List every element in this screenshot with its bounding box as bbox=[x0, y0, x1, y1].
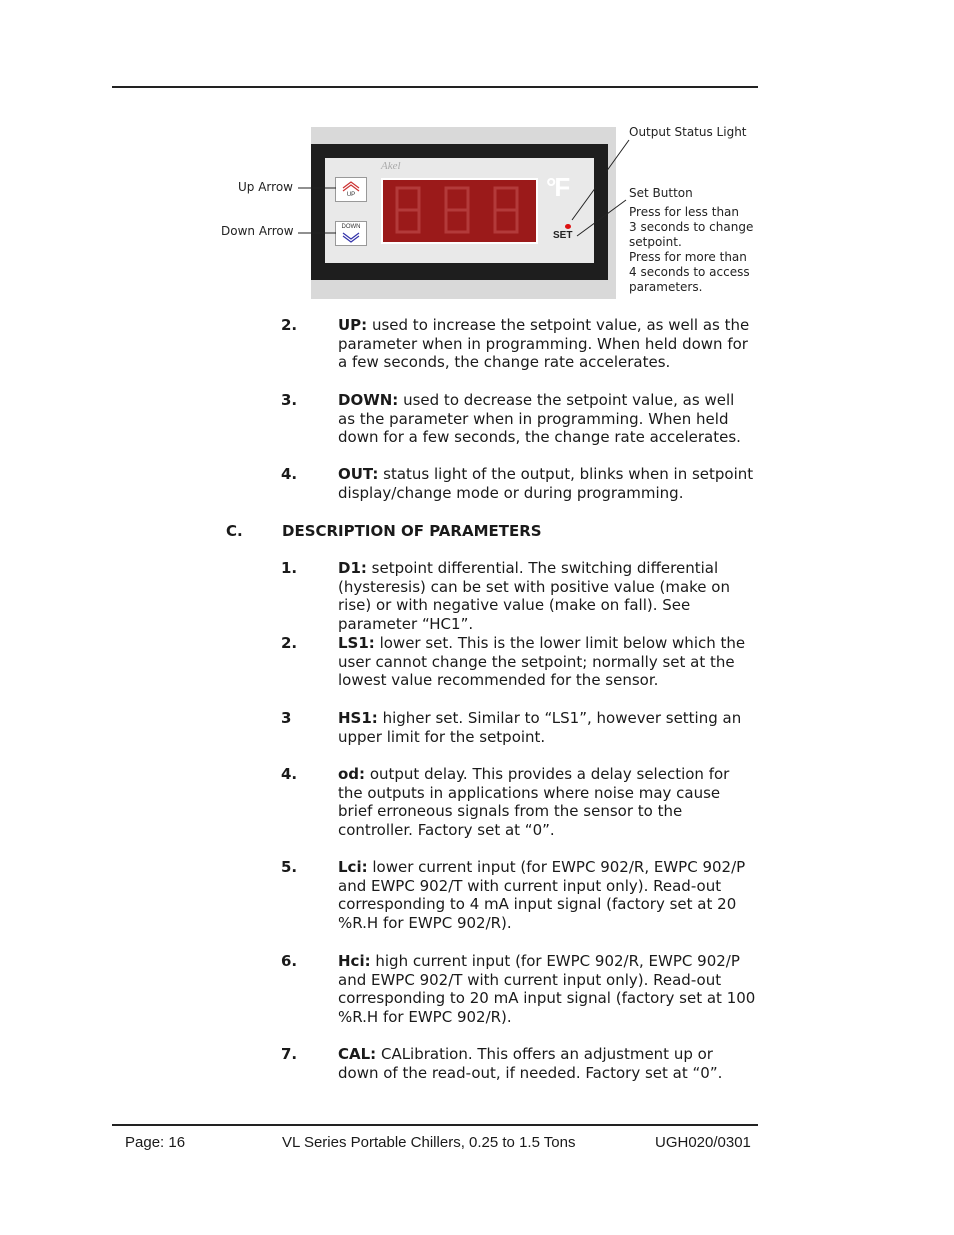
up-arrow-icon bbox=[336, 179, 366, 193]
footer-doc-id: UGH020/0301 bbox=[655, 1134, 751, 1151]
brand-logo: Akel bbox=[381, 160, 401, 172]
callout-set-button-desc bbox=[629, 205, 753, 295]
up-button bbox=[335, 177, 367, 202]
unit-indicator: °F bbox=[546, 172, 569, 202]
item-body: CALibration. This offers an adjustment up or down of the read-out, if needed. Factory set at “0”. bbox=[338, 1045, 723, 1082]
item-body: higher set. Similar to “LS1”, however setting an upper limit for the setpoint. bbox=[338, 709, 742, 746]
item-term: Hci: bbox=[338, 952, 371, 970]
desc-line: parameters. bbox=[629, 280, 703, 294]
item-text bbox=[338, 559, 756, 634]
output-status-led bbox=[565, 224, 571, 229]
item-text bbox=[338, 765, 756, 840]
item-term: LS1: bbox=[338, 634, 375, 652]
item-body: high current input (for EWPC 902/R, EWPC 902/P and EWPC 902/T with current input only). Read-out corresponding to 20 mA input signal (factory set at 100 %R.H for EWPC 902/R). bbox=[338, 952, 756, 1027]
callout-down-arrow: Down Arrow bbox=[221, 224, 294, 238]
item-number: 2. bbox=[281, 316, 298, 334]
led-display bbox=[381, 178, 538, 244]
controller-bezel bbox=[311, 144, 608, 280]
footer-title: VL Series Portable Chillers, 0.25 to 1.5 Tons bbox=[282, 1134, 576, 1151]
controller-face bbox=[325, 158, 594, 263]
desc-line: Press for more than bbox=[629, 250, 747, 264]
item-text bbox=[338, 952, 756, 1027]
item-number: 4. bbox=[281, 765, 298, 783]
item-body: lower set. This is the lower limit below which the user cannot change the setpoint; normally set at the lowest value recommended for the sensor. bbox=[338, 634, 746, 690]
item-text bbox=[338, 1045, 756, 1082]
item-number: 5. bbox=[281, 858, 298, 876]
bottom-rule bbox=[112, 1124, 758, 1126]
down-button bbox=[335, 221, 367, 246]
item-text bbox=[338, 316, 756, 372]
item-text bbox=[338, 465, 756, 502]
down-arrow-icon bbox=[336, 231, 366, 245]
item-term: od: bbox=[338, 765, 366, 783]
item-term: OUT: bbox=[338, 465, 379, 483]
down-button-label: DOWN bbox=[341, 224, 361, 230]
controller-diagram bbox=[311, 127, 616, 299]
item-term: DOWN: bbox=[338, 391, 399, 409]
seven-segment-digits bbox=[383, 180, 536, 242]
item-number: 2. bbox=[281, 634, 298, 652]
item-number: 7. bbox=[281, 1045, 298, 1063]
item-text bbox=[338, 709, 756, 746]
item-body: status light of the output, blinks when in setpoint display/change mode or during programming. bbox=[338, 465, 754, 502]
item-number: 3 bbox=[281, 709, 292, 727]
item-term: UP: bbox=[338, 316, 368, 334]
item-term: D1: bbox=[338, 559, 367, 577]
callout-up-arrow: Up Arrow bbox=[238, 180, 293, 194]
footer-page: Page: 16 bbox=[125, 1134, 186, 1151]
item-body: used to decrease the setpoint value, as well as the parameter when in programming. When held down for a few seconds, the change rate accelerates. bbox=[338, 391, 741, 447]
up-button-label: UP bbox=[346, 192, 356, 198]
item-term: Lci: bbox=[338, 858, 368, 876]
callout-output-status-light: Output Status Light bbox=[629, 125, 747, 139]
item-body: setpoint differential. The switching differential (hysteresis) can be set with positive value (make on rise) or with negative value (make on fall). See parameter “HC1”. bbox=[338, 559, 730, 634]
item-body: lower current input (for EWPC 902/R, EWPC 902/P and EWPC 902/T with current input only). Read-out corresponding to 4 mA input signal (factory set at 20 %R.H for EWPC 902/R). bbox=[338, 858, 746, 933]
section-letter: C. bbox=[226, 522, 243, 540]
item-text bbox=[338, 634, 756, 690]
item-number: 1. bbox=[281, 559, 298, 577]
item-body: output delay. This provides a delay selection for the outputs in applications where noise may cause brief erroneous signals from the sensor to the controller. Factory set at “0”. bbox=[338, 765, 730, 840]
item-term: HS1: bbox=[338, 709, 378, 727]
item-text bbox=[338, 858, 756, 933]
section-title: DESCRIPTION OF PARAMETERS bbox=[282, 522, 542, 540]
item-number: 3. bbox=[281, 391, 298, 409]
top-rule bbox=[112, 86, 758, 88]
callout-set-button: Set Button bbox=[629, 186, 693, 200]
item-body: used to increase the setpoint value, as well as the parameter when in programming. When held down for a few seconds, the change rate accelerates. bbox=[338, 316, 750, 372]
item-term: CAL: bbox=[338, 1045, 377, 1063]
item-text bbox=[338, 391, 756, 447]
desc-line: 4 seconds to access bbox=[629, 265, 750, 279]
desc-line: setpoint. bbox=[629, 235, 682, 249]
item-number: 4. bbox=[281, 465, 298, 483]
desc-line: Press for less than bbox=[629, 205, 740, 219]
set-button: SET bbox=[553, 230, 573, 241]
section-heading bbox=[226, 522, 542, 540]
item-number: 6. bbox=[281, 952, 298, 970]
desc-line: 3 seconds to change bbox=[629, 220, 754, 234]
